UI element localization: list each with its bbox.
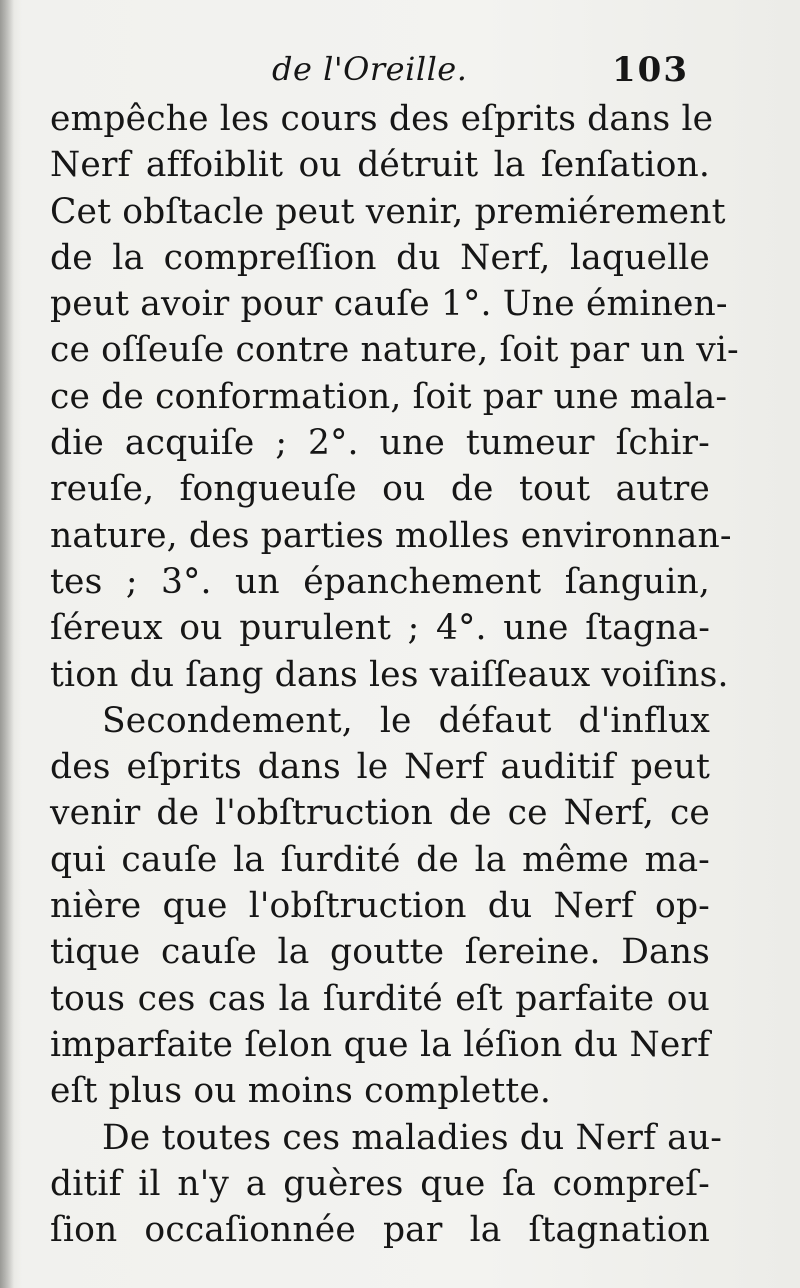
text-line: venir de l'obſtruction de ce Nerf, ce: [50, 793, 710, 834]
text-line: tion du ſang dans les vaiſſeaux voiſins.: [50, 654, 729, 695]
text-line: ditif il n'y a guères que ſa compreſ-: [50, 1163, 710, 1204]
running-title: de l'Oreille.: [272, 50, 468, 88]
text-line: Cet obſtacle peut venir, premiérement: [50, 191, 726, 232]
text-line: eſt plus ou moins complette.: [50, 1071, 552, 1112]
text-line: imparfaite ſelon que la léſion du Nerf: [50, 1024, 710, 1065]
text-line: ce oſſeuſe contre nature, ſoit par un vi-: [50, 330, 739, 371]
gutter-shadow: [0, 0, 14, 1288]
running-head: [0, 50, 800, 100]
paragraph-start-line: De toutes ces maladies du Nerf au-: [102, 1117, 723, 1158]
text-line: des eſprits dans le Nerf auditif peut: [50, 747, 710, 788]
text-line: reuſe, fongueuſe ou de tout autre: [50, 469, 710, 510]
text-line: die acquiſe ; 2°. une tumeur ſchir-: [50, 423, 710, 464]
text-line: qui cauſe la ſurdité de la même ma-: [50, 839, 710, 880]
text-line: tous ces cas la ſurdité eſt parfaite ou: [50, 978, 710, 1019]
text-line: nature, des parties molles environnan-: [50, 515, 732, 556]
text-line: nière que l'obſtruction du Nerf op-: [50, 886, 710, 927]
text-line: ſéreux ou purulent ; 4°. une ſtagna-: [50, 608, 710, 649]
text-line: peut avoir pour cauſe 1°. Une éminen-: [50, 284, 728, 325]
paragraph-start-line: Secondement, le défaut d'influx: [102, 700, 710, 741]
text-line: tique cauſe la goutte ſereine. Dans: [50, 932, 710, 973]
body-text: [50, 96, 739, 1253]
text-line: tes ; 3°. un épanchement ſanguin,: [50, 561, 710, 602]
text-line: Nerf affoiblit ou détruit la ſenſation.: [50, 145, 710, 186]
text-line: de la compreſſion du Nerf, laquelle: [50, 237, 710, 278]
text-line: ſion occaſionnée par la ſtagnation: [50, 1210, 710, 1251]
page-number: 103: [612, 50, 689, 90]
text-line: empêche les cours des eſprits dans le: [50, 99, 714, 139]
text-line: ce de conformation, ſoit par une mala-: [50, 376, 728, 417]
